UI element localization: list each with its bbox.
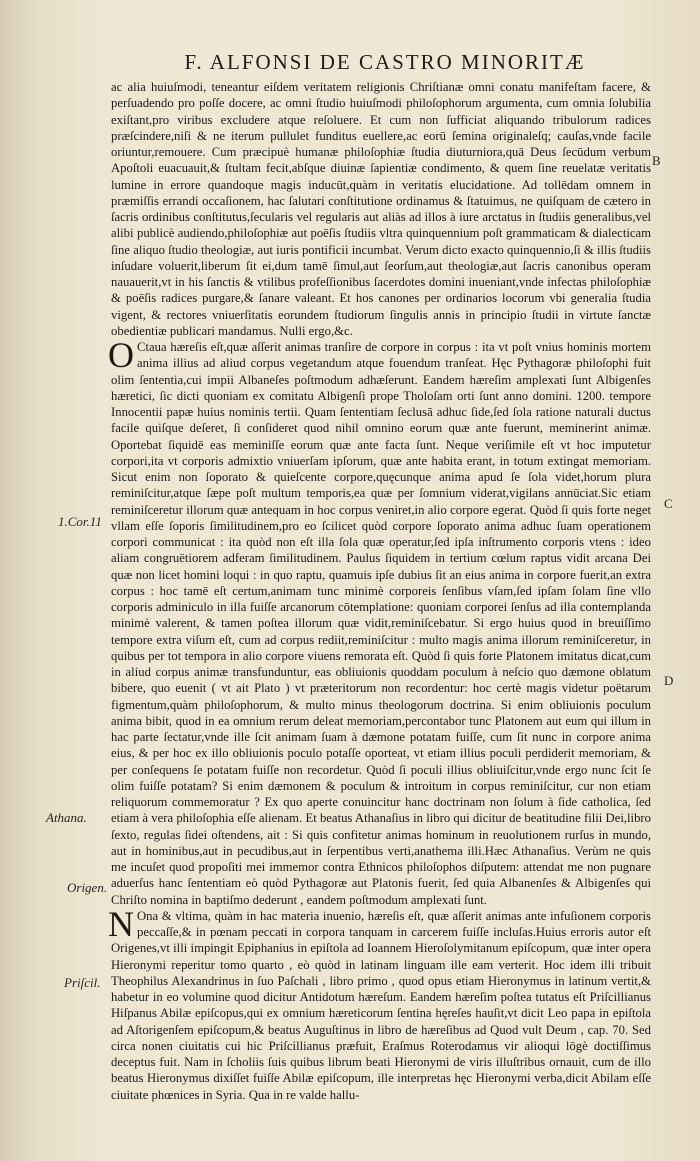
paragraph-eighth-heresy <box>108 335 651 908</box>
paragraph-ninth-heresy <box>108 903 651 1103</box>
paragraph-canon-text: ac alia huiuſmodi, teneantur eiſdem veritatem religionis Chriſtianæ omni conatu manifeſtam facere, & perſuadendo pro poſſe docere, ac omni ſtudio huiuſmodi philoſophorum argumenta, cum omnia ſolubilia exiſtant,pro viribus excludere atque reſoluere. Et cum non ſufficiat aliquando tribulorum radices præſcindere,niſi & ne iterum pullulet funditus euellere,ac eorū ſemina originaleſq; cauſas,vnde facile oriuntur,remouere. Cum præcipuè humanæ philoſophiæ ſtudia diuturniora,quā Deus ſecūdum verbum Apoſtoli euacuauit,& ſtultam fecit,abſque diuinæ ſapientiæ condimento, & quem ſine reuelatæ veritatis lumine in errore quandoque magis inducūt,quàm in veritatis elucidatione. Ad tollēdam omnem in præmiſſis errandi occaſionem, hac ſalutari conſtitutione ordinamus & ſtatuimus, ne quiſquam de cætero in ſacris ordinibus conſtitutus,ſecularis vel regularis aut aliàs ad illos à iure arctatus in ſtudiis generalibus,vel alibi publicè audiendo,philoſophiæ aut poēſis ſtudiis vltra quinquennium poſt grammaticam & dialecticam ſine aliquo ſtudio theologiæ, aut iuris pontificii incumbat. Verum dicto exacto quinquennio,ſi & illis ſtudiis inſudare voluerit,liberum ſit ei,dum tamē ſimul,aut ſeorſum,aut theologiæ,aut ſacris canonibus operam nauauerit,vt in his ſanctis & vtilibus profeſſionibus ſacerdotes domini inueniant,vnde infectas philoſophiæ & poēſis radices purgare,& ſanare valeant. Et hos canones per ordinarios locorum vbi generalia ſtudia vigent, & rectores vniuerſitatis eorundem ſtudiorum ſingulis annis in principio ſtudii in virtute ſanctæ obedientiæ publicari mandamus. Nulli ergo,&c. <box>111 80 651 338</box>
paragraph-eighth-heresy-text: Ctaua hæreſis eſt,quæ aſſerit animas tranſire de corpore in corpus : ita vt poſt vnius hominis mortem anima illius ad aliud corpus vegetandum atque fouendum tranſeat. Hęc Pythagoræ philoſophi fuit olim ſententia,cui impii Albaneſes poſtmodum adhæſerunt. Eandem hæreſim amplexati ſunt Albigenſes hæretici, ſic dicti quoniam ex comitatu Albigenſi prope Tholoſam orti ſunt anno domini. 1200. tempore Innocentii papæ huius nominis tertii. Quam ſententiam ſeclusā adhuc ſide,ſed ſola ratione naturali ductus facile quiſque deſeret, ſi conſideret quod nihil omnino eorum quæ ante fuerunt, meminerint animæ. Oportebat ſiquidē eas meminiſſe eorum quæ ante facta ſunt. Neque veriſimile eſt vt hoc imputetur corpori,ita vt corporis admixtio vniuerſam ipſorum, quæ ante habita erant, in totum extingat memoriam. Sicut enim non ſoporato & quieſcente corpore,quęcunque anima apud ſe ſola videt,horum plura reminiſcitur,atque ſæpe poſt multum temporis,ea quæ per ſomnium viderat,vigilans annūciat.Sic etiam reminiſceretur illorum quæ antequam in hoc corpus veniret,in alio corpore egerat. Quòd ſi quis forte neget vllam eſſe ſoporis ſimilitudinem,pro eo ſcilicet quòd corpore ſoporato anima adhuc ſuam operationem corpori communicat : ita quòd non eſt illa ſola quæ operatur,ſed ipſa inſtrumento corporis vtens : ideo aliam congruëtiorem adferam ſimilitudinem. Paulus ſiquidem in tertium cœlum raptus vidit arcana Dei quæ non licet homini loqui : in quo raptu, quamuis ipſe dubius ſit an eius anima in corpore fuerit,an extra corpus : hoc tamē eſt certum,animam tunc minimè corporeis ſenſibus vſam,ſed ipſam ſolam ſine vllo corporis adminiculo in illa fuiſſe arcanorum cōtemplatione: quoniam corporei ſenſus ad illa contemplanda minimè valerent, & tamen poſtea illorum quæ vidit,reminiſcebatur. Si ergo huius quod in breuiſſimo tempore extra viſum eſt, cum ad corpus rediit,reminiſcitur : multo magis anima illorum reminiſceretur, in quibus per tot tempora in alio corpore viuens remorata eſt. Quòd ſi quis forte Platonem imitatus dicat,cum in aliud corpus animæ transfunduntur, eas obliuionis quoddam poculum à neſcio quo dæmone oblatum bibere, quo euenit ( vt ait Plato ) vt præteritorum non recordentur: hoc certè magis videtur poëtarum figmentum,quàm philoſophorum, & multo minus theologorum doctrina. Si enim obliuionis poculum anima bibit, quod in ea omnium rerum deleat memoriam,percontabor tunc Platonem aut eum qui illum in hac parte ſectatur,vnde ille ſcit animam ſuam à dæmone potatam fuiſſe, cum ſit nunc in corpore anima eius, & per hoc ex illo obliuionis poculo potaſſe oporteat, vt etiam illius poculi perdiderit memoriam, & per conſequens ſe potatam fuiſſe non recordetur. Quòd ſi poculi illius obliuiſcitur,vnde ergo nunc ſcit ſe olim fuiſſe potatam? Si enim dæmonem & poculum & introitum in corpus reminiſcitur, cur non etiam reliquorum commemoratur ? Ex quo aperte conuincitur hanc doctrinam non ſolum à ſide catholica, ſed etiam à vera philoſophia eſſe alienam. Et beatus Athanaſius in libro qui dicitur de beatitudine filii Dei,libro ſexto, regulas ſidei oſtendens, ait : Si quis confitetur animas hominum in reuolutionem rurſus in mundo, aut in hominibus,aut in pecudibus,aut in ſerpentibus verti,anathema illi.Hæc Athanaſius. Verùm ne quis me incuſet quod propoſiti mei immemor contra Ethnicos philoſophos diſputem: attendat me non pugnare aduerſus hanc ſententiam eò quòd Pythagoræ aut Platonis fuerit, ſed quia Albanenſes & Albigenſes qui Chriſto nomina in baptiſmo dederunt , eandem poſtmodum amplexati ſunt. <box>111 340 651 907</box>
margin-note-priscil: Priſcil. <box>64 975 101 990</box>
running-header: F. ALFONSI DE CASTRO MINORITÆ <box>184 50 586 74</box>
dropcap-o: O <box>108 335 134 375</box>
margin-letter-d: D <box>664 673 674 688</box>
main-text-block <box>108 79 651 1103</box>
paragraph-ninth-heresy-text: Ona & vltima, quàm in hac materia inuenio, hæreſis eſt, quæ aſſerit animas ante infuſionem corporis peccaſſe,& in pœnam peccati in corpora tanquam in carcerem fuiſſe incluſas.Huius erroris autor eſt Origenes,vt illi impingit Epiphanius in epiſtola ad Ioannem Hieroſolymitanum epiſcopum, quæ inter opera Hieronymi reperitur tomo quarto , eò quòd in latinam linguam ille eam verterit. Hoc idem illi tribuit Theophilus Alexandrinus in ſuo Paſchali , libro primo , quod opus etiam Hieronymus in latinum vertit,& habetur in eo volumine quod dicitur Antidotum hæreſum. Eandem hæreſim poſtea tutatus eſt Priſcillianus Hiſpanus Abilæ epiſcopus,qui ex omnium hæreticorum ſentina hęreſes hauſit,vt dicit Leo papa in epiſtola ad Aſtorigenſem epiſcopum,& beatus Auguſtinus in libro de hæreſibus ad Quod vult Deum , cap. 70. Sed circa nonen ciuitatis cui hic Priſcillianus præfuit, Eraſmus Roterodamus vir alioqui lōgè doctiſſimus deceptus fuit. Nam in ſcholiis ſuis quibus librum beati Hieronymi de viris illuſtribus ornauit, cum de illo beatus Hieronymus dixiſſet fuiſſe Abilæ epiſcopum, ille interpretas hęc Hieronymi verba,dicit Abilam eſſe ciuitate phœnices in Syria. Qua in re valde hallu- <box>111 908 651 1102</box>
margin-note-origen: Origen. <box>67 880 108 895</box>
margin-note-athana: Athana. <box>46 810 87 825</box>
margin-letter-b: B <box>652 153 661 168</box>
margin-letter-c: C <box>664 496 673 511</box>
dropcap-n: N <box>108 903 134 944</box>
margin-note-cor: 1.Cor.11 <box>58 514 102 529</box>
